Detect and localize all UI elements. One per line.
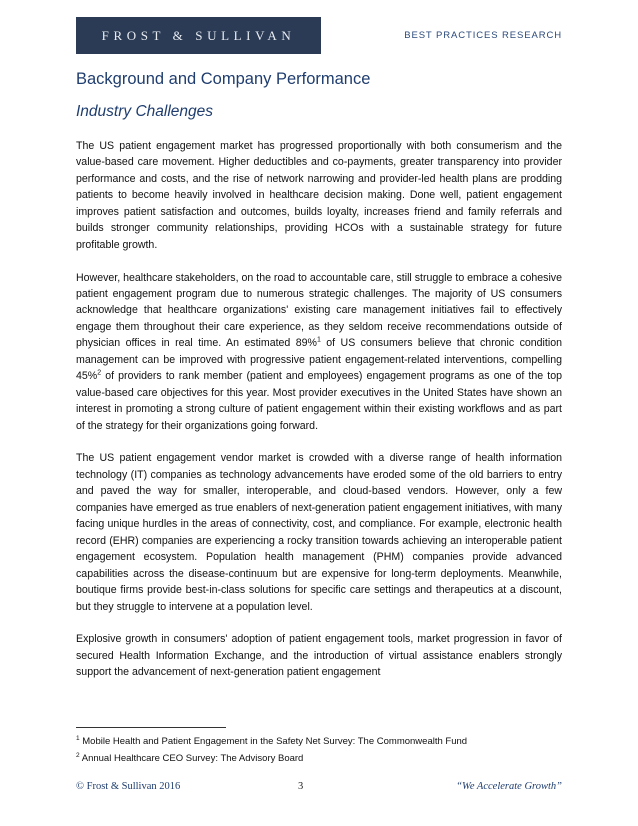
footnote-ref-1: 1 <box>316 336 321 344</box>
footnote-1 <box>76 733 562 750</box>
body-text <box>76 138 562 697</box>
paragraph-2-part-c: of providers to rank member (patient and employees) engagement programs as one of the top value-based care objectives for this year. Most provider executives in the United States have shown an interest in promoting a strong culture of patient engagement within their existing workflows and as part of the strategy for their organizations going forward. <box>76 370 562 432</box>
paragraph-3: The US patient engagement vendor market is crowded with a diverse range of health information technology (IT) companies as technology advancements have eroded some of the old barriers to entry and paved the way for smaller, interoperable, and cloud-based vendors. However, only a few companies have emerged as true enablers of next-generation patient engagement initiatives, with many facing unique hurdles in the areas of connectivity, cost, and compliance. For example, electronic health record (EHR) companies are experiencing a rocky transition towards achieving an interoperable patient engagement ecosystem. Population health management (PHM) companies provide advanced capabilities across the disease-continuum but are expensive for long-term deployments. Meanwhile, boutique firms provide best-in-class solutions for specific care settings and therapeutics at a discount, but they struggle to intervene at a population level. <box>76 452 562 613</box>
paragraph-2 <box>76 270 562 435</box>
footer-tagline: “We Accelerate Growth” <box>456 781 562 792</box>
footnote-1-text: Mobile Health and Patient Engagement in the Safety Net Survey: The Commonwealth Fund <box>79 736 468 747</box>
header-report-type: BEST PRACTICES RESEARCH <box>404 30 562 41</box>
page-footer <box>76 781 562 795</box>
sub-heading: Industry Challenges <box>76 103 213 120</box>
footnote-2-text: Annual Healthcare CEO Survey: The Advisory Board <box>79 753 304 764</box>
footnotes <box>76 733 562 767</box>
section-heading: Background and Company Performance <box>76 70 371 88</box>
footnote-divider <box>76 727 226 728</box>
page-number: 3 <box>298 781 304 792</box>
paragraph-2-part-a: However, healthcare stakeholders, on the road to accountable care, still struggle to embrace a cohesive patient engagement program due to numerous strategic challenges. The majority of US consumers acknowledge that healthcare organizations' existing care management initiatives fail to effectively engage them throughout their care experience, as they seldom receive recommendations outside of physician offices in real time. An estimated 89% <box>76 271 562 350</box>
frost-sullivan-logo <box>76 17 321 54</box>
footnote-2-number: 2 <box>76 751 80 759</box>
paragraph-1: The US patient engagement market has progressed proportionally with both consumerism and the value-based care movement. Higher deductibles and co-payments, greater transparency into provider performance and costs, and the rise of network narrowing and provider-led health plans are prodding patients to become heavily involved in healthcare decision making. Done well, patient engagement improves patient satisfaction and outcomes, builds loyalty, increases friend and family referrals and builds stronger community relationships, providing HCOs with a sustainable strategy for future profitable growth. <box>76 140 562 251</box>
paragraph-4: Explosive growth in consumers' adoption of patient engagement tools, market progression in favor of secured Health Information Exchange, and the introduction of virtual assistance enablers strongly support the advancement of next-generation patient engagement <box>76 633 562 679</box>
logo-text: FROST & SULLIVAN <box>101 27 296 43</box>
paragraph-2-part-b: of US consumers believe that chronic condition management can be improved with progressive patient engagement-related interventions, compelling 45% <box>76 337 562 383</box>
footer-copyright: © Frost & Sullivan 2016 <box>76 781 181 792</box>
footnote-1-number: 1 <box>76 734 80 742</box>
footnote-ref-2: 2 <box>97 369 102 377</box>
footnote-2 <box>76 750 562 767</box>
